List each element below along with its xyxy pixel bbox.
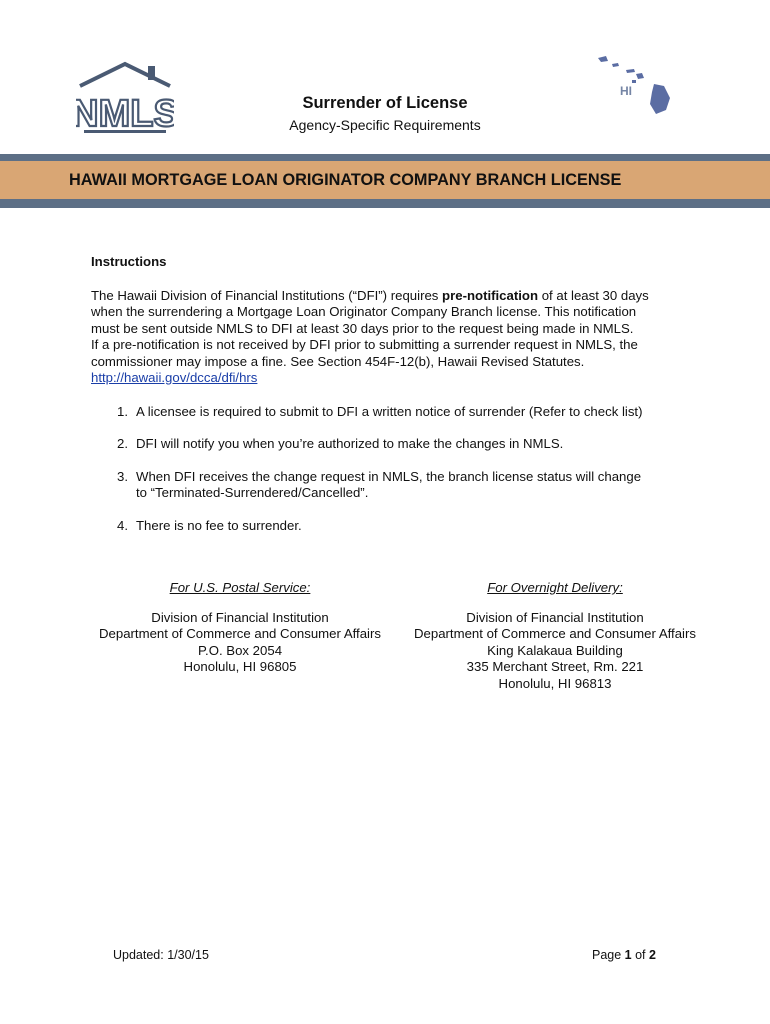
hrs-link[interactable]: http://hawaii.gov/dcca/dfi/hrs bbox=[91, 370, 258, 385]
page-current: 1 bbox=[624, 948, 632, 962]
address-line: Division of Financial Institution bbox=[151, 609, 329, 625]
list-item bbox=[91, 404, 691, 421]
banner-top-rule bbox=[0, 154, 770, 161]
overnight-address bbox=[390, 580, 720, 692]
list-item-line: A licensee is required to submit to DFI a written notice of surrender (Refer to check list) bbox=[136, 403, 643, 419]
list-item-number: 1. bbox=[117, 403, 128, 419]
banner-title: HAWAII MORTGAGE LOAN ORIGINATOR COMPANY BRANCH LICENSE bbox=[69, 170, 622, 189]
list-item-line: There is no fee to surrender. bbox=[136, 517, 302, 533]
paragraph-line bbox=[91, 288, 691, 305]
address-line: 335 Merchant Street, Rm. 221 bbox=[466, 659, 644, 674]
paragraph-line: must be sent outside NMLS to DFI at least 30 days prior to the request being made in NMLS. bbox=[91, 320, 634, 336]
list-item-number: 2. bbox=[117, 436, 128, 451]
pre-notification-emphasis: pre-notification bbox=[442, 287, 539, 303]
list-item-number: 4. bbox=[117, 517, 128, 533]
page-label: Page bbox=[592, 948, 625, 962]
list-item-line: DFI will notify you when you’re authorized to make the changes in NMLS. bbox=[136, 436, 564, 451]
address-line: Division of Financial Institution bbox=[466, 609, 644, 625]
updated-date: Updated: 1/30/15 bbox=[113, 948, 209, 962]
page-title: Surrender of License bbox=[302, 94, 468, 112]
instructions-list bbox=[91, 404, 691, 535]
logo-text: NMLS bbox=[76, 93, 174, 135]
list-item-line: to “Terminated-Surrendered/Cancelled”. bbox=[136, 485, 369, 500]
address-line: Honolulu, HI 96805 bbox=[183, 659, 297, 674]
list-item-text bbox=[136, 518, 302, 535]
postal-address bbox=[75, 580, 405, 676]
paragraph-line: commissioner may impose a fine. See Section 454F-12(b), Hawaii Revised Statutes. bbox=[91, 353, 585, 369]
overnight-heading: For Overnight Delivery: bbox=[487, 580, 623, 595]
list-item-line: When DFI receives the change request in NMLS, the branch license status will change bbox=[136, 468, 642, 484]
license-banner bbox=[0, 161, 770, 199]
list-item bbox=[91, 469, 691, 502]
list-item bbox=[91, 518, 691, 535]
instructions-heading: Instructions bbox=[91, 254, 167, 269]
list-item-text bbox=[136, 469, 641, 502]
list-item-text bbox=[136, 404, 642, 421]
page-subtitle: Agency-Specific Requirements bbox=[289, 117, 481, 133]
address-line: Department of Commerce and Consumer Affairs bbox=[414, 626, 696, 641]
address-line: Honolulu, HI 96813 bbox=[498, 675, 612, 691]
banner-bottom-rule bbox=[0, 199, 770, 208]
instructions-section bbox=[91, 254, 691, 550]
address-line: Department of Commerce and Consumer Affairs bbox=[99, 626, 381, 641]
paragraph-text: The Hawaii Division of Financial Institutions (“DFI”) requires bbox=[91, 287, 443, 303]
map-label: HI bbox=[620, 84, 632, 98]
address-line: P.O. Box 2054 bbox=[197, 642, 283, 658]
paragraph-line: when the surrendering a Mortgage Loan Originator Company Branch license. This notification bbox=[91, 304, 637, 319]
postal-heading: For U.S. Postal Service: bbox=[169, 580, 311, 595]
paragraph-text: of at least 30 days bbox=[538, 287, 649, 303]
page-total: 2 bbox=[649, 948, 656, 962]
list-item bbox=[91, 436, 691, 453]
instructions-paragraph bbox=[91, 288, 691, 387]
paragraph-line: If a pre-notification is not received by DFI prior to submitting a surrender request in NMLS, the bbox=[91, 337, 638, 352]
list-item-text bbox=[136, 436, 563, 453]
title-block bbox=[0, 94, 770, 133]
list-item-number: 3. bbox=[117, 468, 128, 484]
page-of: of bbox=[631, 948, 649, 962]
page-number bbox=[592, 948, 656, 962]
address-line: King Kalakaua Building bbox=[487, 642, 623, 658]
